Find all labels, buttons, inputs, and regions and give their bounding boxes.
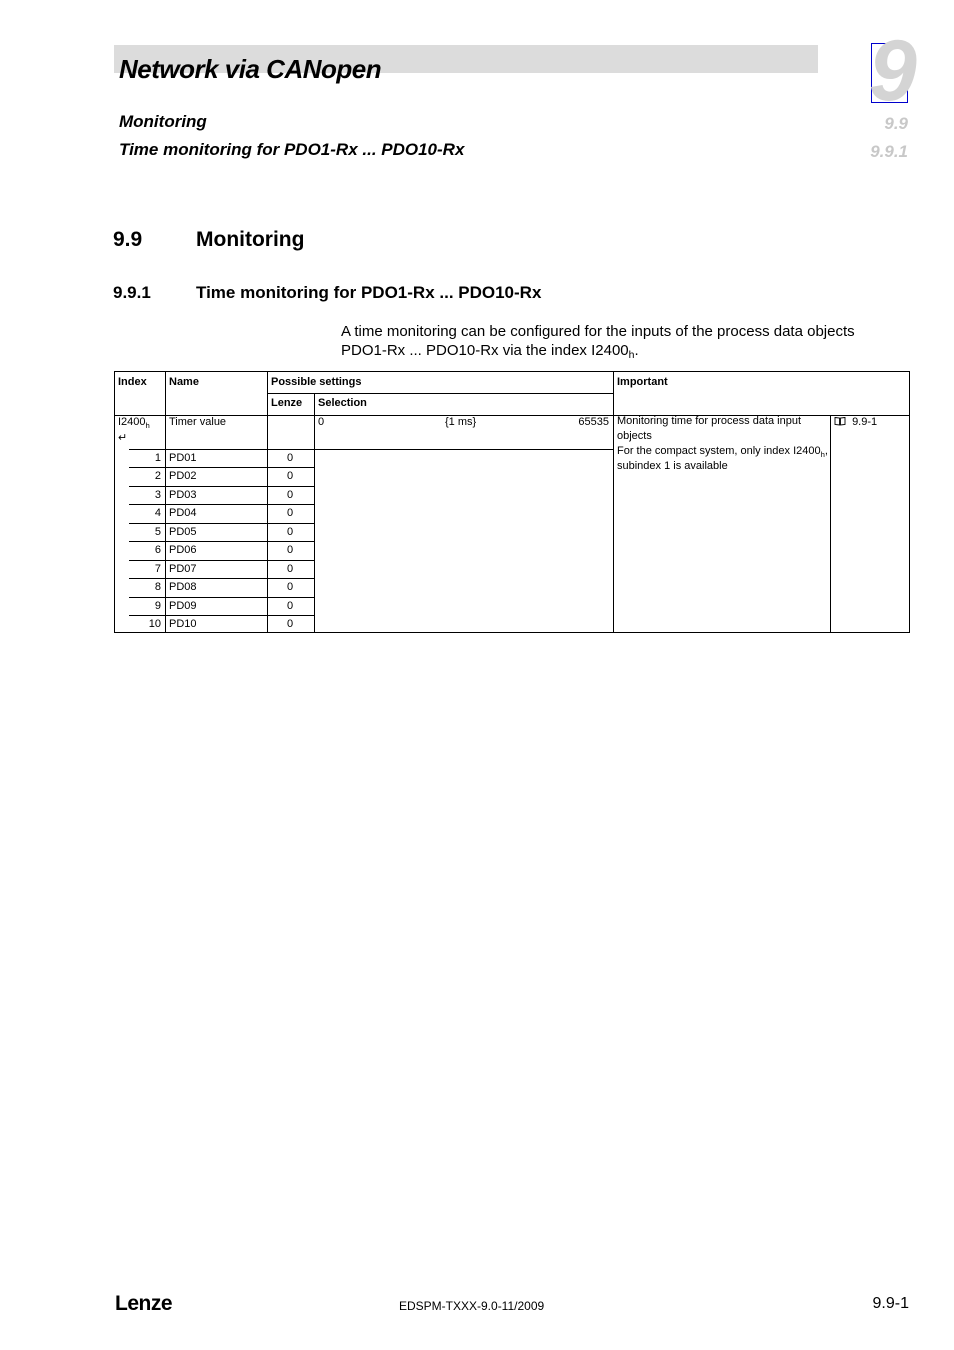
row-divider-2 bbox=[129, 486, 315, 487]
main-name: Timer value bbox=[169, 416, 227, 428]
intro-line-2-text: PDO1-Rx ... PDO10-Rx via the index I2400 bbox=[341, 342, 629, 359]
row-divider-5 bbox=[129, 541, 315, 542]
row-divider-possible-settings bbox=[267, 393, 613, 394]
row-9-sub: 9 bbox=[154, 600, 161, 612]
intro-line-2-sub: h bbox=[628, 349, 635, 361]
intro-paragraph bbox=[341, 322, 909, 360]
parameter-table bbox=[114, 371, 910, 633]
row-4-lenze: 0 bbox=[287, 507, 294, 519]
col-divider-name bbox=[267, 372, 268, 632]
row-10-name: PD10 bbox=[169, 618, 197, 630]
row-3-name: PD03 bbox=[169, 489, 197, 501]
important-line-3-suffix: , bbox=[824, 445, 828, 457]
row-7-name: PD07 bbox=[169, 563, 197, 575]
col-divider-important bbox=[830, 415, 831, 632]
important-line-3 bbox=[617, 445, 828, 457]
row-9-name: PD09 bbox=[169, 600, 197, 612]
important-line-4: subindex 1 is available bbox=[617, 460, 728, 472]
return-arrow-icon: ↵ bbox=[118, 432, 128, 444]
section-title: Monitoring bbox=[196, 228, 305, 251]
intro-line-2 bbox=[341, 341, 909, 360]
row-6-name: PD06 bbox=[169, 544, 197, 556]
chapter-number: 9 bbox=[869, 23, 917, 119]
header-lenze: Lenze bbox=[271, 397, 303, 409]
row-divider-main bbox=[129, 449, 613, 450]
row-3-lenze: 0 bbox=[287, 489, 294, 501]
important-line-2: objects bbox=[617, 430, 652, 442]
row-6-sub: 6 bbox=[154, 544, 161, 556]
chapter-number-box bbox=[869, 23, 917, 119]
header-subtitle-2: Time monitoring for PDO1-Rx ... PDO10-Rx bbox=[119, 140, 465, 159]
row-divider-3 bbox=[129, 504, 315, 505]
row-2-lenze: 0 bbox=[287, 470, 294, 482]
intro-line-2-suffix: . bbox=[634, 342, 639, 359]
selection-unit: {1 ms} bbox=[445, 416, 477, 428]
important-line-1: Monitoring time for process data input bbox=[617, 415, 802, 427]
chapter-title: Network via CANopen bbox=[119, 54, 382, 84]
row-2-sub: 2 bbox=[154, 470, 161, 482]
main-index-text: I2400 bbox=[118, 416, 146, 428]
col-divider-selection bbox=[613, 372, 614, 632]
book-icon bbox=[834, 416, 846, 426]
row-10-lenze: 0 bbox=[287, 618, 294, 630]
header-subtitle-1: Monitoring bbox=[119, 112, 207, 131]
row-7-lenze: 0 bbox=[287, 563, 294, 575]
row-divider-9 bbox=[129, 615, 315, 616]
row-8-sub: 8 bbox=[154, 581, 161, 593]
row-10-sub: 10 bbox=[148, 618, 161, 630]
lenze-logo: Lenze bbox=[115, 1292, 173, 1315]
row-5-name: PD05 bbox=[169, 526, 197, 538]
selection-min: 0 bbox=[318, 416, 325, 428]
row-divider-4 bbox=[129, 523, 315, 524]
intro-line-1: A time monitoring can be configured for the inputs of the process data objects bbox=[341, 323, 855, 340]
header-selection: Selection bbox=[318, 397, 367, 409]
selection-max: 65535 bbox=[578, 416, 609, 428]
main-index-sub: h bbox=[145, 421, 150, 430]
reference-text: 9.9-1 bbox=[852, 416, 878, 428]
row-1-lenze: 0 bbox=[287, 452, 294, 464]
row-8-name: PD08 bbox=[169, 581, 197, 593]
subsection-number: 9.9.1 bbox=[113, 283, 151, 302]
main-index bbox=[118, 416, 150, 428]
row-divider-7 bbox=[129, 578, 315, 579]
header-possible-settings: Possible settings bbox=[271, 376, 362, 388]
section-number: 9.9 bbox=[113, 228, 143, 251]
row-8-lenze: 0 bbox=[287, 581, 294, 593]
header-subtitle-1-number: 9.9 bbox=[884, 114, 908, 133]
col-divider-index bbox=[165, 372, 166, 632]
row-3-sub: 3 bbox=[154, 489, 161, 501]
row-divider-8 bbox=[129, 597, 315, 598]
row-7-sub: 7 bbox=[154, 563, 161, 575]
header-subtitle-2-number: 9.9.1 bbox=[870, 142, 908, 161]
header-name: Name bbox=[169, 376, 199, 388]
row-1-sub: 1 bbox=[154, 452, 161, 464]
row-divider-6 bbox=[129, 560, 315, 561]
row-9-lenze: 0 bbox=[287, 600, 294, 612]
document-code: EDSPM-TXXX-9.0-11/2009 bbox=[399, 1299, 545, 1313]
important-line-3-sub: h bbox=[820, 450, 825, 459]
header-index: Index bbox=[118, 376, 147, 388]
row-divider-1 bbox=[129, 467, 315, 468]
subsection-title: Time monitoring for PDO1-Rx ... PDO10-Rx bbox=[196, 283, 542, 302]
row-1-name: PD01 bbox=[169, 452, 197, 464]
important-line-3-text: For the compact system, only index I2400 bbox=[617, 445, 821, 457]
row-6-lenze: 0 bbox=[287, 544, 294, 556]
row-4-name: PD04 bbox=[169, 507, 197, 519]
row-5-sub: 5 bbox=[154, 526, 161, 538]
row-5-lenze: 0 bbox=[287, 526, 294, 538]
header-important: Important bbox=[617, 376, 668, 388]
row-2-name: PD02 bbox=[169, 470, 197, 482]
row-4-sub: 4 bbox=[154, 507, 161, 519]
page-number: 9.9-1 bbox=[872, 1295, 909, 1312]
reference[interactable] bbox=[834, 416, 877, 428]
